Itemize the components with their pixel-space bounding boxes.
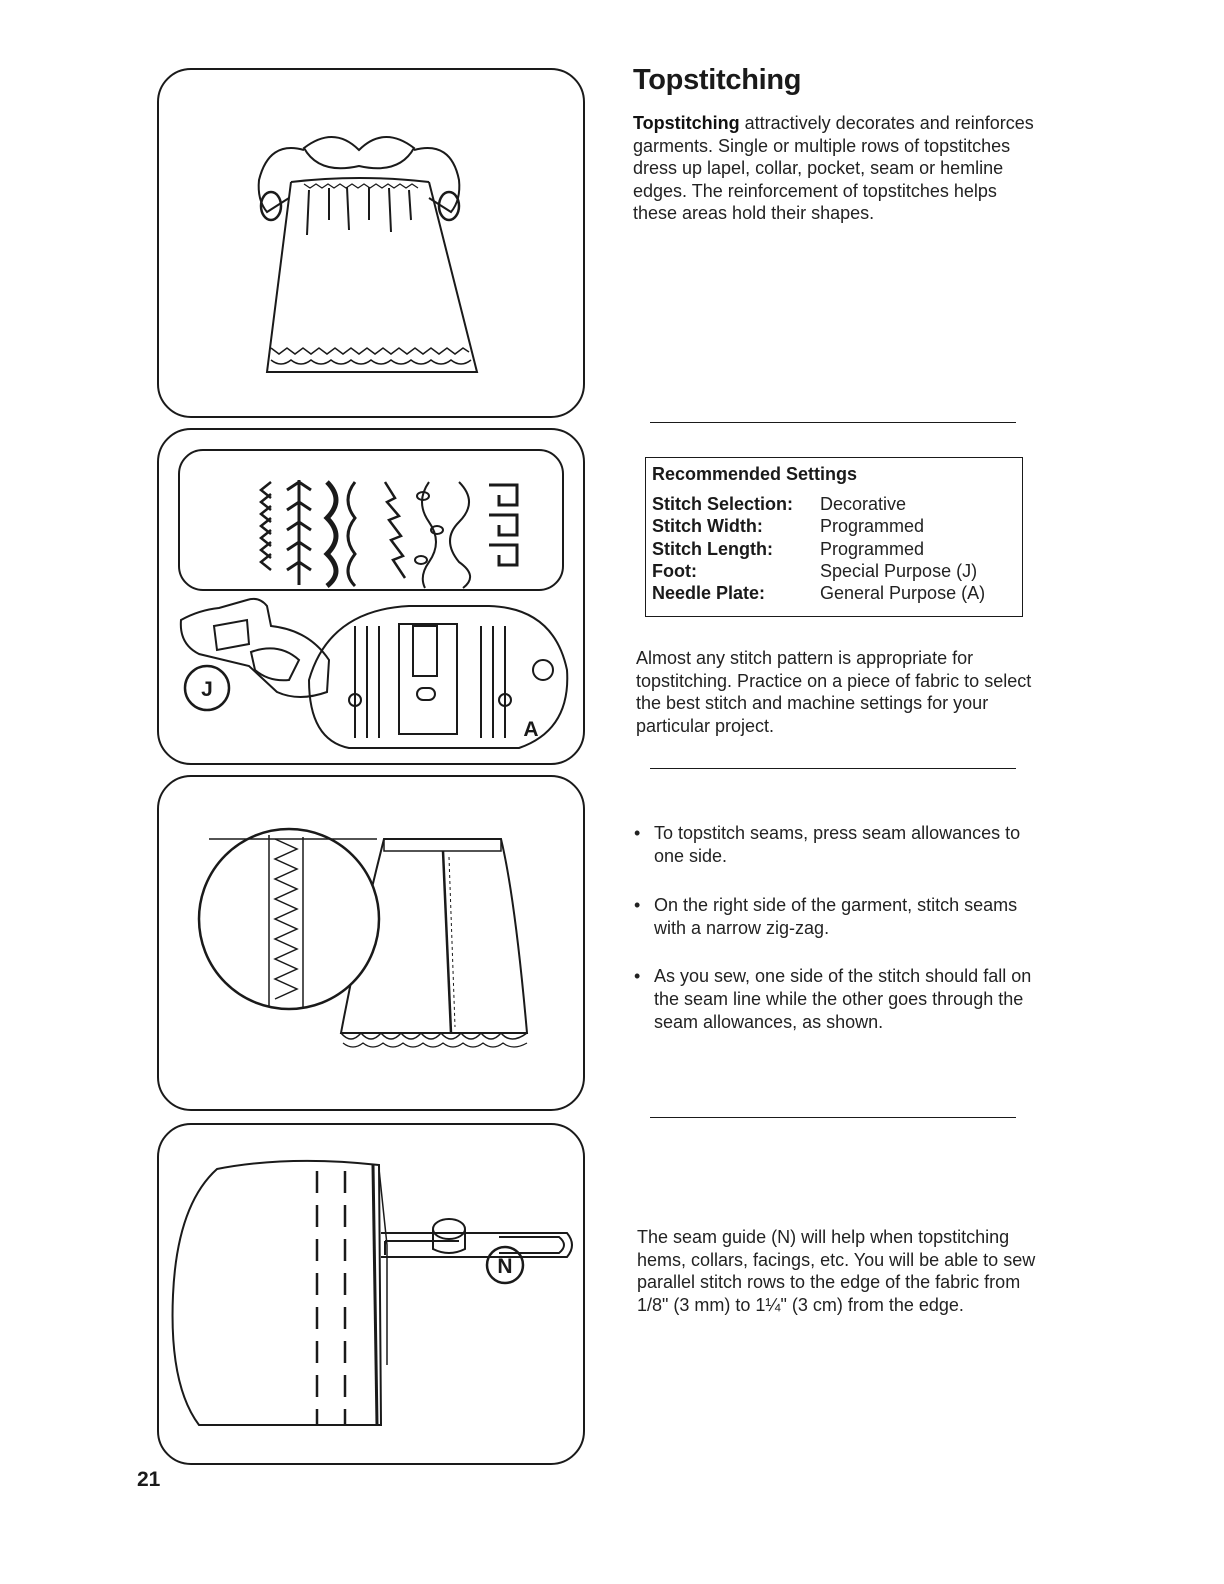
list-item xyxy=(632,894,1032,939)
settings-label: Stitch Selection: xyxy=(652,494,794,514)
recommended-settings-box xyxy=(645,457,1023,617)
settings-row xyxy=(652,493,1022,515)
foot-label-j: J xyxy=(201,678,213,701)
list-item-text: To topstitch seams, press seam allowances to one side. xyxy=(654,823,1021,866)
skirt-seam-illustration-panel xyxy=(157,775,585,1111)
list-item-text: On the right side of the garment, stitch seams with a narrow zig-zag. xyxy=(654,895,1018,938)
settings-value: Programmed xyxy=(820,538,925,559)
settings-row xyxy=(652,560,1022,582)
dress-illustration-panel xyxy=(157,68,585,418)
practice-paragraph: Almost any stitch pattern is appropriate for topstitching. Practice on a piece of fabric to select the best stitch and machine settings for your particular project. xyxy=(636,648,1032,736)
settings-label: Stitch Length: xyxy=(652,538,773,559)
settings-row xyxy=(652,515,1022,537)
section-divider xyxy=(650,768,1016,769)
bullet-icon: • xyxy=(634,823,641,843)
seam-guide-illustration-panel xyxy=(157,1123,585,1465)
settings-label: Needle Plate: xyxy=(652,583,766,604)
bullet-icon: • xyxy=(634,966,641,987)
page-number: 21 xyxy=(137,1468,161,1491)
list-item-text: As you sew, one side of the stitch should fall on the seam line while the other goes through the seam allowances, as shown. xyxy=(654,966,1032,1032)
list-item xyxy=(632,822,1032,867)
settings-value: Decorative xyxy=(820,494,907,514)
settings-row xyxy=(652,582,1022,604)
plate-label-a: A xyxy=(523,718,539,741)
list-item xyxy=(632,965,1032,1033)
intro-paragraph xyxy=(633,112,1043,225)
settings-illustration-panel xyxy=(157,428,585,765)
seam-guide-label-n: N xyxy=(497,1255,513,1278)
intro-bold-lead: Topstitching xyxy=(633,113,740,133)
section-divider xyxy=(650,422,1016,423)
seam-guide-paragraph: The seam guide (N) will help when topstitching hems, collars, facings, etc. You will be able to sew parallel stitch rows to the edge of the fabric from 1/8" (3 mm) to 1¼" (3 cm) from the edge. xyxy=(637,1227,1036,1315)
intro-text: attractively decorates and reinforces garments. Single or multiple rows of topstitches dress up lapel, collar, pocket, seam or hemline edges. The reinforcement of topstitches helps these areas hold their shapes. xyxy=(633,113,1034,224)
seam-guide-illustration xyxy=(159,1125,585,1465)
settings-value: General Purpose (A) xyxy=(820,583,986,604)
instruction-list xyxy=(632,822,1032,1033)
settings-value: Programmed xyxy=(820,516,925,537)
dress-illustration xyxy=(159,70,585,418)
settings-heading: Recommended Settings xyxy=(652,464,858,484)
settings-row xyxy=(652,538,1022,560)
section-divider xyxy=(650,1117,1016,1118)
page-title: Topstitching xyxy=(633,64,802,96)
bullet-icon: • xyxy=(634,895,641,916)
settings-label: Stitch Width: xyxy=(652,516,763,537)
settings-value: Special Purpose (J) xyxy=(820,560,978,581)
skirt-seam-illustration xyxy=(159,777,585,1111)
settings-label: Foot: xyxy=(652,560,697,581)
stitch-patterns-and-accessories xyxy=(159,430,585,765)
